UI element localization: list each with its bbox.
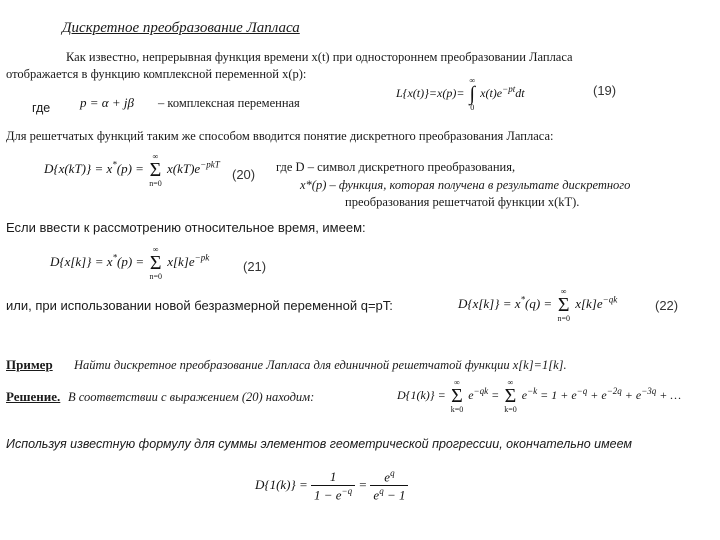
- formula-21-lhs: D{x[k]} = x: [50, 253, 113, 269]
- solution-equals: =: [491, 387, 503, 402]
- final-equals: =: [358, 476, 368, 492]
- sum-lower-limit: n=0: [557, 314, 570, 323]
- fraction-2-numerator: [370, 468, 408, 486]
- complex-variable-text: – комплексная переменная: [158, 96, 300, 110]
- sum-sign: ∞ Σ k=0: [504, 378, 517, 414]
- formula-20-exp: −pkT: [200, 159, 220, 170]
- formula-22-exp: −qk: [602, 294, 618, 305]
- sum-upper-limit: ∞: [507, 378, 514, 387]
- formula-21-exp: −pk: [194, 252, 210, 263]
- formula-20-star: *: [112, 159, 117, 170]
- definition-line-2: x*(p) – функция, которая получена в результате дискретного: [300, 178, 631, 192]
- sum-upper-limit: ∞: [152, 245, 159, 254]
- definition-line-1: где D – символ дискретного преобразования,: [276, 160, 516, 174]
- formula-20-rhs: x(kT)e: [166, 160, 201, 176]
- formula-19-lhs: L{x(t)}=x(p)=: [396, 85, 465, 100]
- formula-22-lhs: D{x[k]} = x: [458, 295, 521, 311]
- geometric-series-text: Используя известную формулу для суммы элементов геометрической прогрессии, окончательно имеем: [6, 437, 632, 451]
- sum-sign: ∞ Σ n=0: [149, 152, 162, 188]
- solution-term-5: + e: [587, 387, 607, 402]
- formula-19-exp: −pt: [502, 83, 516, 94]
- fraction-2-num-base: e: [384, 469, 391, 485]
- final-formula-lhs: D{1(k)} =: [255, 476, 308, 492]
- fraction-1-den-exp: −q: [341, 485, 353, 496]
- solution-exp-1: −qk: [473, 385, 489, 396]
- fraction-2-den-tail: − 1: [383, 487, 406, 503]
- intro-line-2: отображается в функцию комплексной переменной x(p):: [6, 67, 307, 81]
- where-label: где: [32, 101, 51, 115]
- sum-sign: ∞ Σ n=0: [149, 245, 162, 281]
- formula-20-lhs: D{x(kT)} = x: [44, 160, 113, 176]
- solution-term-6: + e: [621, 387, 642, 402]
- example-label: Пример: [6, 357, 53, 372]
- solution-term-3: e: [521, 387, 528, 402]
- sum-upper-limit: ∞: [152, 152, 159, 161]
- equation-number-20: (20): [232, 167, 256, 182]
- integral-sign: ∞ ∫ 0: [469, 76, 476, 112]
- sum-sign: ∞ Σ k=0: [450, 378, 464, 414]
- complex-variable-formula: p = α + jβ: [80, 95, 134, 110]
- integral-upper-limit: ∞: [469, 76, 476, 85]
- solution-label: Решение.: [6, 389, 61, 404]
- fraction-1: [311, 469, 355, 503]
- solution-exp-4: −q: [576, 385, 588, 396]
- fraction-2-num-exp: q: [390, 468, 395, 478]
- formula-19: [396, 76, 525, 112]
- sum-lower-limit: k=0: [504, 405, 517, 414]
- formula-19-rhs: x(t)e: [480, 85, 503, 100]
- fraction-1-den-base: 1 − e: [314, 486, 342, 502]
- formula-20: [44, 152, 220, 188]
- example-text: Найти дискретное преобразование Лапласа для единичной решетчатой функции x[k]=1[k].: [74, 358, 567, 372]
- sum-lower-limit: k=0: [450, 405, 464, 414]
- dimensionless-variable-text: или, при использовании новой безразмерной переменной q=pT:: [6, 298, 393, 313]
- equation-number-19: (19): [593, 83, 617, 98]
- formula-21-rhs: x[k]e: [167, 253, 195, 269]
- solution-formula-lhs: D{1(k)} =: [397, 387, 446, 402]
- discrete-intro-text: Для решетчатых функций таким же способом вводится понятие дискретного преобразования Лапласа:: [6, 129, 554, 143]
- formula-22: [458, 287, 617, 323]
- formula-21: [50, 245, 209, 281]
- formula-21-star: *: [112, 252, 117, 263]
- solution-exp-6: −3q: [641, 385, 657, 396]
- intro-line-1: Как известно, непрерывная функция времени x(t) при одностороннем преобразовании Лапласа: [66, 50, 573, 64]
- formula-21-mid: (p) =: [117, 253, 145, 269]
- solution-text: В соответствии с выражением (20) находим:: [68, 390, 315, 404]
- equation-number-21: (21): [243, 259, 267, 274]
- fraction-2-den-base: e: [373, 487, 380, 503]
- solution-formula: [397, 378, 681, 414]
- integral-lower-limit: 0: [470, 103, 475, 112]
- final-formula: [255, 468, 408, 504]
- sum-sign: ∞ Σ n=0: [557, 287, 570, 323]
- formula-19-tail: dt: [515, 85, 525, 100]
- relative-time-text: Если ввести к рассмотрению относительное время, имеем:: [6, 220, 366, 235]
- fraction-2: [370, 468, 408, 504]
- formula-20-mid: (p) =: [116, 160, 144, 176]
- sum-upper-limit: ∞: [454, 378, 460, 387]
- solution-exp-3: −k: [527, 385, 538, 396]
- sum-lower-limit: n=0: [149, 179, 162, 188]
- solution-exp-5: −2q: [606, 385, 622, 396]
- solution-term-1: e: [468, 387, 474, 402]
- formula-22-mid: (q) =: [525, 295, 553, 311]
- solution-term-7: + …: [656, 387, 682, 402]
- equation-number-22: (22): [655, 298, 679, 313]
- page-title: Дискретное преобразование Лапласа: [62, 20, 300, 36]
- sum-upper-limit: ∞: [560, 287, 567, 296]
- solution-term-4: = 1 + e: [540, 387, 577, 402]
- fraction-1-numerator: 1: [311, 469, 355, 486]
- sum-lower-limit: n=0: [149, 272, 162, 281]
- fraction-1-denominator: [311, 486, 355, 503]
- formula-22-star: *: [520, 294, 525, 305]
- formula-22-rhs: x[k]e: [575, 295, 603, 311]
- fraction-2-denominator: [370, 486, 408, 503]
- definition-line-3: преобразования решетчатой функции x(kT).: [345, 195, 580, 209]
- fraction-2-den-exp: q: [379, 486, 384, 497]
